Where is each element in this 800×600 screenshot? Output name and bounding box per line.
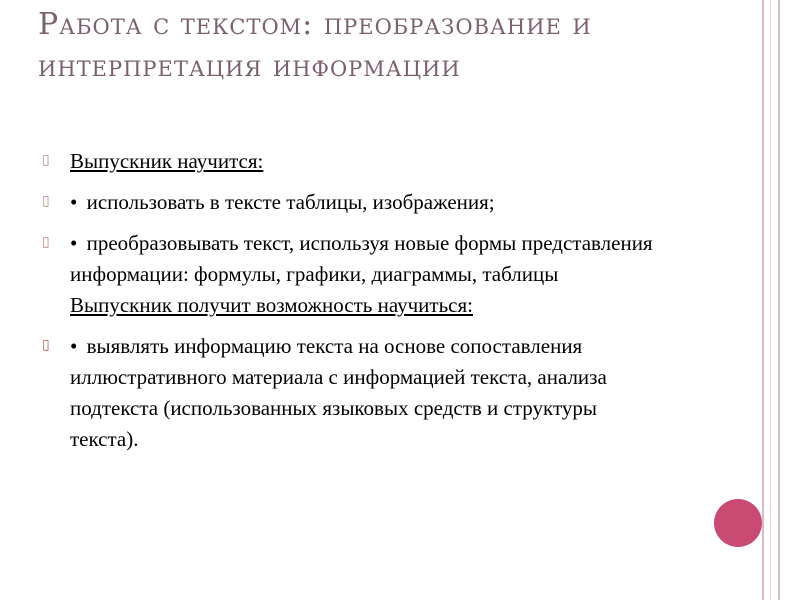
slide-content <box>42 146 662 465</box>
list-item-subheading: Выпускник получит возможность научиться: <box>70 293 473 317</box>
dot-bullet: • <box>70 231 78 255</box>
list-item-text: выявлять информацию текста на основе сопоставления иллюстративного материала с информацией текста, анализа подтекста (использованных языковых средств и структуры текста). <box>70 334 607 451</box>
list-item <box>42 146 662 177</box>
list-item <box>42 331 662 455</box>
list-item-text: использовать в тексте таблицы, изображения; <box>86 190 495 214</box>
list-item-text: преобразовывать текст, используя новые формы представления информации: формулы, графики, диаграммы, таблицы <box>70 231 653 286</box>
list-item <box>42 187 662 218</box>
square-bullet-icon: ▯ <box>42 235 50 250</box>
list-item <box>42 228 662 321</box>
decorative-line <box>770 0 771 600</box>
dot-bullet: • <box>70 334 78 358</box>
square-bullet-icon: ▯ <box>42 153 50 168</box>
dot-bullet: • <box>70 190 78 214</box>
title-line-1: Работа с текстом: преобразование и <box>38 7 592 42</box>
decorative-line <box>762 0 764 600</box>
square-bullet-icon: ▯ <box>42 338 50 353</box>
circle-icon <box>714 499 762 547</box>
title-line-2: интерпретация информации <box>38 49 461 84</box>
decorative-line <box>778 0 780 600</box>
square-bullet-icon: ▯ <box>42 194 50 209</box>
slide-title <box>38 4 738 88</box>
list-item-text: Выпускник научится: <box>70 149 264 173</box>
